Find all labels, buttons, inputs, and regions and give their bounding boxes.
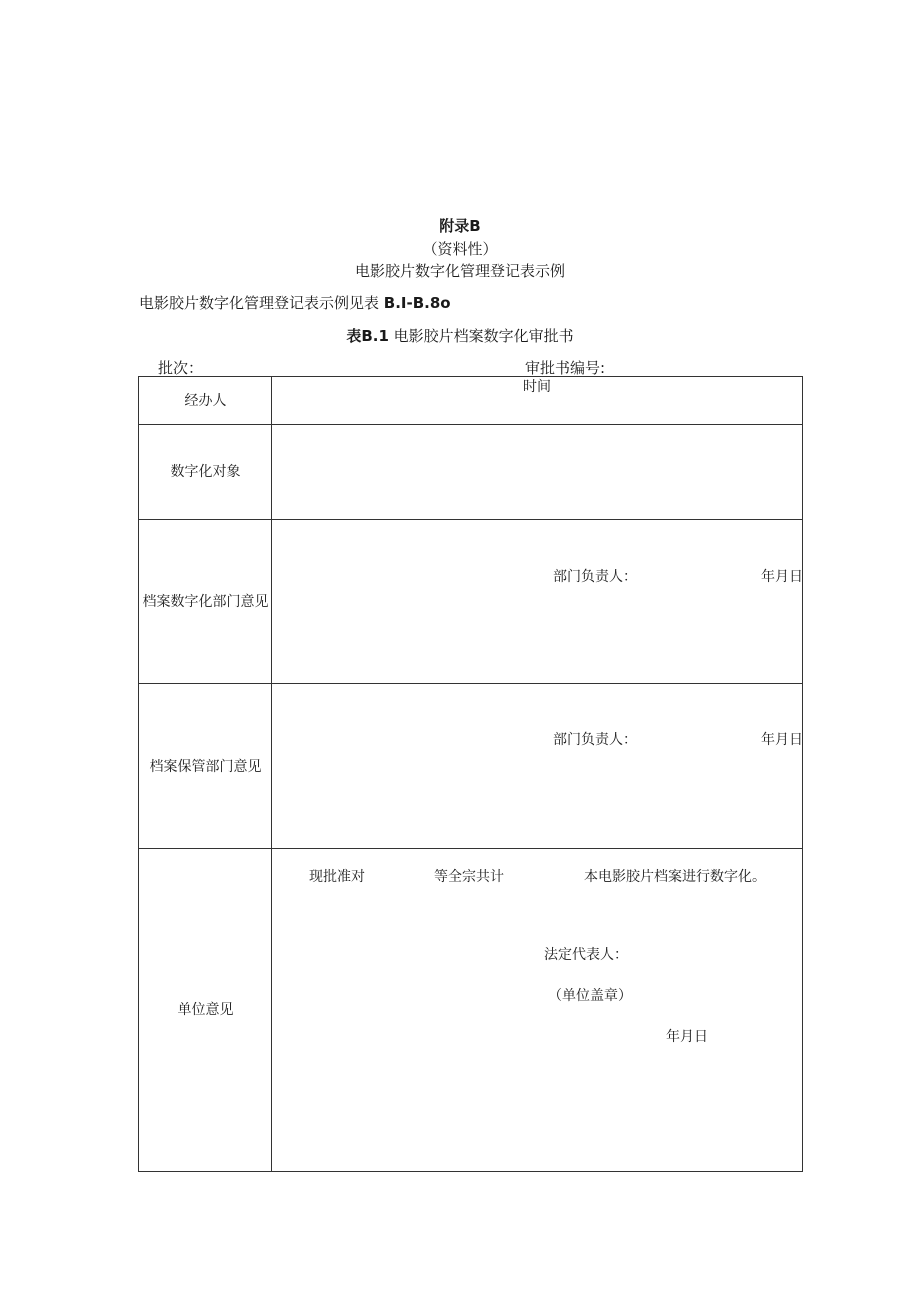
unit-seal-label: （单位盖章） (548, 988, 632, 1004)
approve-text-part1: 现批准对 (309, 869, 365, 885)
custody-dept-opinion-cell[interactable] (272, 684, 802, 848)
digitization-dept-opinion-cell[interactable] (272, 520, 802, 683)
row-label-unit-opinion (139, 849, 272, 1171)
table-caption-ref: 表B.1 (346, 327, 389, 345)
digitization-object-label: 数字化对象 (170, 464, 241, 480)
row-label-digitization-dept-opinion (139, 520, 272, 683)
row-label-handler (139, 377, 272, 424)
batch-label: 批次： (158, 359, 204, 377)
approval-form-table (138, 376, 803, 1172)
form-row-custody-dept-opinion (139, 684, 802, 849)
approve-text-part2: 等全宗共计 (434, 869, 504, 885)
unit-opinion-label: 单位意见 (177, 1002, 234, 1018)
digitization-dept-date-label: 年月日 (761, 569, 803, 585)
digitization-dept-opinion-label: 档案数字化部门意见 (142, 594, 269, 610)
custody-dept-opinion-label: 档案保管部门意见 (149, 759, 262, 775)
table-caption-text: 电影胶片档案数字化审批书 (393, 327, 574, 345)
form-row-handler (139, 377, 802, 425)
handler-input-cell[interactable] (272, 377, 802, 424)
unit-opinion-date-label: 年月日 (666, 1029, 708, 1045)
form-row-digitization-object (139, 425, 802, 520)
custody-dept-date-label: 年月日 (761, 732, 803, 748)
digitization-object-input-cell[interactable] (272, 425, 802, 519)
intro-text: 电影胶片数字化管理登记表示例见表 (139, 294, 380, 312)
intro-line (139, 293, 451, 313)
approval-number-label: 审批书编号: (525, 359, 606, 377)
custody-dept-head-label: 部门负责人： (553, 732, 637, 748)
unit-opinion-cell[interactable] (272, 849, 802, 1171)
appendix-title: 附录B (439, 217, 481, 235)
form-row-unit-opinion (139, 849, 802, 1171)
time-label: 时间 (523, 379, 551, 395)
table-caption (0, 326, 920, 346)
appendix-subtitle: 电影胶片数字化管理登记表示例 (354, 262, 565, 280)
handler-label: 经办人 (184, 393, 227, 409)
row-label-custody-dept-opinion (139, 684, 272, 848)
digitization-dept-head-label: 部门负责人： (553, 569, 637, 585)
form-row-digitization-dept-opinion (139, 520, 802, 684)
intro-table-ref: B.I-B.8o (383, 294, 451, 312)
legal-representative-label: 法定代表人： (544, 947, 628, 963)
row-label-digitization-object (139, 425, 272, 519)
approve-text-part3: 本电影胶片档案进行数字化。 (584, 869, 766, 885)
appendix-nature: （资料性） (422, 240, 498, 258)
